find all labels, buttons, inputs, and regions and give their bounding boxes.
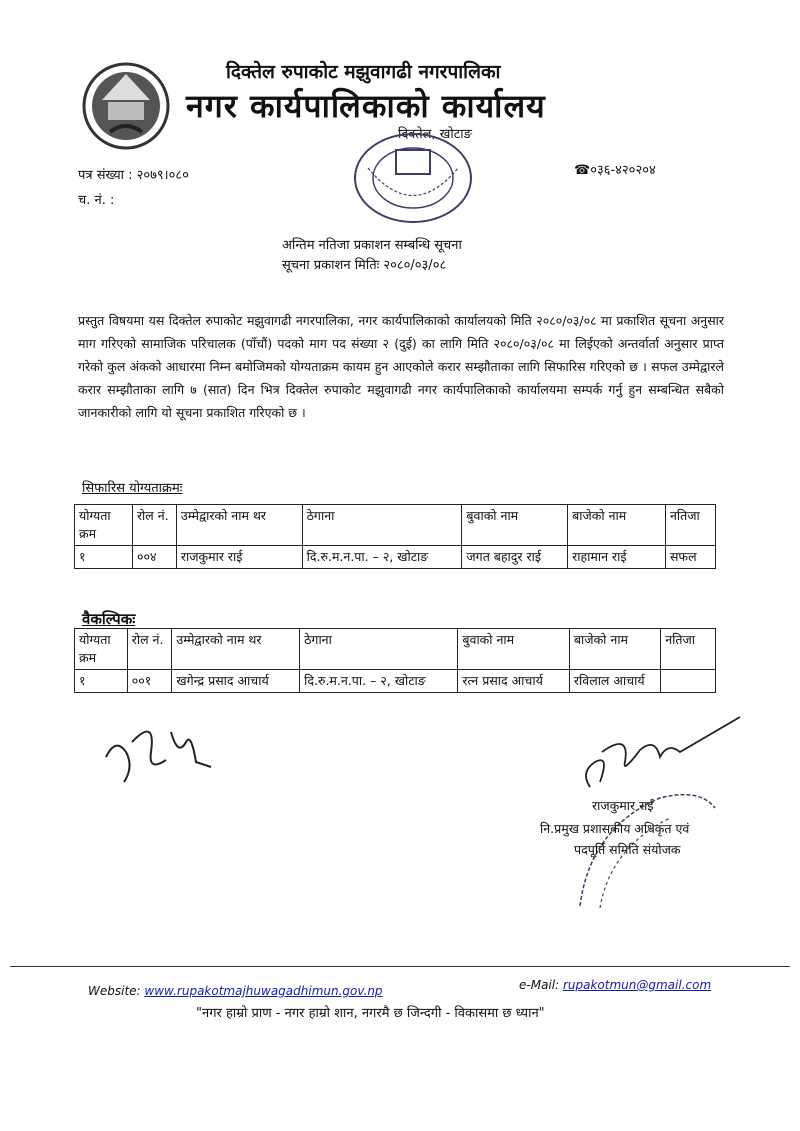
notice-date: सूचना प्रकाशन मितिः २०८०/०३/०८ [282, 258, 447, 273]
table-cell: जगत बहादुर राई [462, 546, 568, 569]
office-address: दिक्तेल, खोटाङ [398, 127, 472, 142]
email-link[interactable]: rupakotmun@gmail.com [562, 978, 712, 992]
table-cell: रत्न प्रसाद आचार्य [458, 670, 570, 693]
municipality-emblem [80, 60, 172, 152]
header-cell: योग्यता क्रम [75, 505, 133, 546]
header-cell: ठेगाना [302, 505, 462, 546]
table-cell: १ [75, 670, 128, 693]
header-cell: बाजेको नाम [568, 505, 666, 546]
letter-number: पत्र संख्या : २०७९।०८० [78, 168, 189, 183]
signatory-name: राजकुमार राई [592, 798, 654, 813]
dispatch-number: च. नं. : [78, 193, 115, 208]
office-seal-stamp [348, 128, 478, 228]
signatory-title: नि.प्रमुख प्रशासकीय अधिकृत एवं [540, 821, 690, 836]
table-cell: रविलाल आचार्य [569, 670, 660, 693]
header-cell: नतिजा [665, 505, 715, 546]
table-row [75, 670, 716, 693]
table-header-row [75, 505, 716, 546]
table-cell: खगेन्द्र प्रसाद आचार्य [172, 670, 300, 693]
phone-number: ☎०३६-४२०२०४ [574, 163, 656, 178]
table-cell: ००१ [127, 670, 172, 693]
header-cell: उम्मेद्वारको नाम थर [172, 629, 300, 670]
alternate-heading: वैकल्पिकः [82, 610, 136, 628]
email-label: e-Mail: [519, 978, 560, 992]
footer-slogan: "नगर हाम्रो प्राण - नगर हाम्रो शान, नगरमै छ जिन्दगी - विकासमा छ ध्यान" [196, 1006, 545, 1021]
table-cell: दि.रु.म.न.पा. – २, खोटाङ [300, 670, 458, 693]
header-cell: रोल नं. [127, 629, 172, 670]
header-cell: बाजेको नाम [569, 629, 660, 670]
alternate-table [74, 628, 716, 693]
notice-body: प्रस्तुत विषयमा यस दिक्तेल रुपाकोट मझुवागढी नगरपालिका, नगर कार्यपालिकाको कार्यालयको मिति २०८०/०३/०८ मा प्रकाशित सूचना अनुसार माग गरिएको सामाजिक परिचालक (पाँचौं) पदको माग पद संख्या २ (दुई) का लागि मिति २०८०/०३/०८ मा लिईएको अन्तर्वार्ता अनुसार प्राप्त गरेको कुल अंकको आधारमा निम्न बमोजिमको योग्यताक्रम कायम हुन आएकोले करार सम्झौताका लागि सिफारिस गरिएको छ । सफल उम्मेद्वारले करार सम्झौताका लागि ७ (सात) दिन भित्र दिक्तेल रुपाकोट मझुवागढी नगर कार्यपालिकाको कार्यालयमा सम्पर्क गर्नु हुन सम्बन्धित सबैको जानकारीको लागि यो सूचना प्रकाशित गरिएको छ । [78, 313, 724, 420]
recommended-heading: सिफारिस योग्यताक्रमः [82, 481, 183, 496]
footer-email [519, 978, 711, 992]
table-row [75, 546, 716, 569]
recommended-table [74, 504, 716, 569]
header-cell: ठेगाना [300, 629, 458, 670]
table-cell [661, 670, 716, 693]
header-cell: योग्यता क्रम [75, 629, 128, 670]
handwritten-signature-left [96, 712, 226, 792]
table-cell: राहामान राई [568, 546, 666, 569]
table-cell: १ [75, 546, 133, 569]
footer-website [88, 984, 383, 998]
table-cell: ००४ [132, 546, 176, 569]
table-header-row [75, 629, 716, 670]
table-cell: राजकुमार राई [176, 546, 302, 569]
header-cell: बुवाको नाम [462, 505, 568, 546]
signatory-committee: पदपूर्ति समिति संयोजक [574, 842, 681, 857]
website-label: Website: [88, 984, 141, 998]
header-cell: बुवाको नाम [458, 629, 570, 670]
table-cell: दि.रु.म.न.पा. – २, खोटाङ [302, 546, 462, 569]
footer-divider [10, 966, 790, 967]
header-cell: उम्मेद्वारको नाम थर [176, 505, 302, 546]
header-cell: रोल नं. [132, 505, 176, 546]
header-cell: नतिजा [661, 629, 716, 670]
notice-title: अन्तिम नतिजा प्रकाशन सम्बन्धि सूचना [282, 238, 462, 253]
table-cell: सफल [665, 546, 715, 569]
office-name: दिक्तेल रुपाकोट मझुवागढी नगरपालिका [226, 61, 501, 83]
website-link[interactable]: www.rupakotmajhuwagadhimun.gov.np [144, 984, 383, 998]
office-title: नगर कार्यपालिकाको कार्यालय [186, 87, 546, 125]
